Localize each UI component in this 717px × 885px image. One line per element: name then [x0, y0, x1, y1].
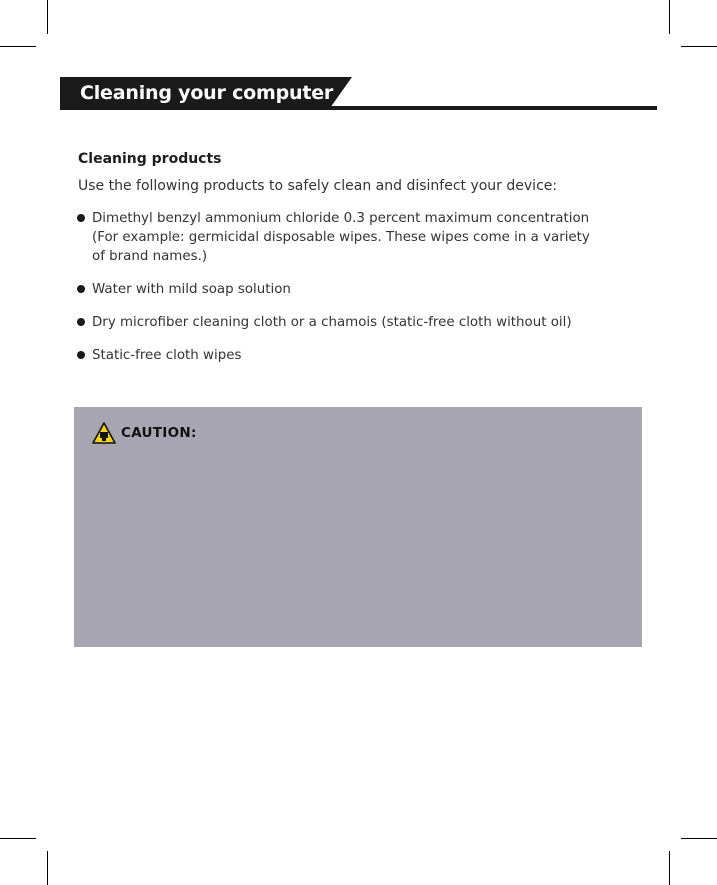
crop-mark: [0, 46, 36, 47]
list-item: [76, 209, 606, 266]
crop-mark: [681, 838, 717, 839]
crop-mark: [47, 0, 48, 34]
section-title: Cleaning your computer: [80, 82, 334, 104]
cleaning-products-list: [76, 209, 606, 379]
list-item-text: Static-free cloth wipes: [92, 348, 242, 363]
crop-mark: [681, 46, 717, 47]
intro-text: Use the following products to safely clean and disinfect your device:: [78, 178, 558, 194]
caution-header: [92, 421, 197, 445]
subsection-heading: Cleaning products: [78, 151, 222, 167]
crop-mark: [47, 851, 48, 885]
list-item-text: Dimethyl benzyl ammonium chloride 0.3 percent maximum concentration (For example: germicidal disposable wipes. These wipes come in a variety of brand names.): [92, 211, 590, 264]
caution-box: [74, 407, 642, 647]
list-item: [76, 313, 606, 332]
bullet-icon: [77, 351, 85, 359]
crop-mark: [0, 838, 36, 839]
bullet-icon: [77, 285, 85, 293]
list-item-text: Water with mild soap solution: [92, 282, 291, 297]
caution-label: CAUTION:: [121, 425, 197, 441]
list-item-text: Dry microfiber cleaning cloth or a chamois (static-free cloth without oil): [92, 315, 572, 330]
section-header: [60, 77, 657, 111]
bullet-icon: [77, 214, 85, 222]
list-item: [76, 346, 606, 365]
list-item: [76, 280, 606, 299]
crop-mark: [669, 851, 670, 885]
crop-mark: [669, 0, 670, 34]
warning-triangle-icon: [92, 422, 116, 444]
bullet-icon: [77, 318, 85, 326]
